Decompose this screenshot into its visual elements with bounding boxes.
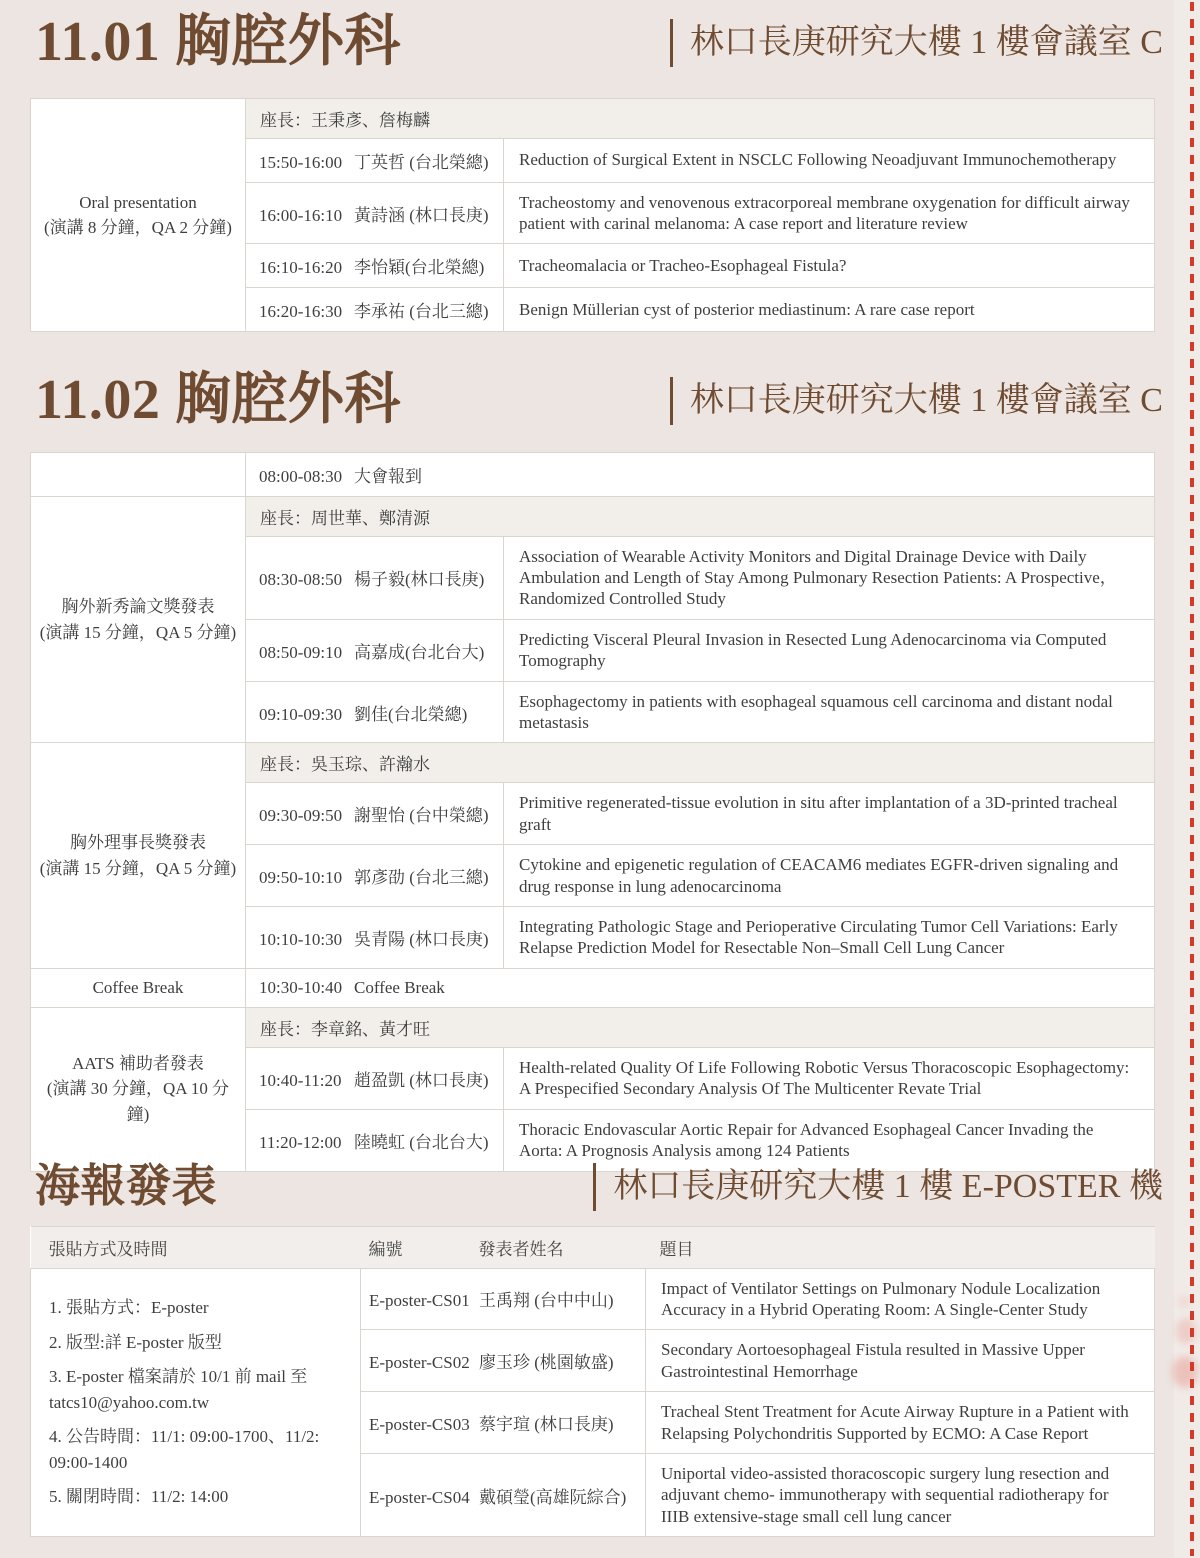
talk-time: 16:20-16:30 (259, 302, 343, 322)
poster-title: Uniportal video-assisted thoracoscopic surgery lung resection and adjuvant chemo- immunotherapy with sequential radiotherapy for IIIB extensive-stage small cell lung cancer (646, 1453, 1155, 1536)
poster-title: Impact of Ventilator Settings on Pulmonary Nodule Localization Accuracy in a Hybrid Operating Room: A Single-Center Study (646, 1268, 1155, 1330)
session-group-cell (31, 743, 246, 968)
section-1102 (30, 369, 1163, 1172)
session-group-timing: (演講 8 分鐘，QA 2 分鐘) (44, 218, 232, 237)
talk-time: 08:50-09:10 (259, 642, 343, 662)
column-header-topic: 題目 (646, 1226, 1155, 1268)
talk-title: Integrating Pathologic Stage and Perioperative Circulating Tumor Cell Variations: Early Relapse Prediction Model for Resectable Non–Small Cell Lung Cancer (504, 907, 1155, 969)
session-group-timing: (演講 15 分鐘，QA 5 分鐘) (39, 858, 237, 878)
talk-speaker: 高嘉成(台北台大) (354, 642, 485, 662)
session-group-title: 胸外新秀論文獎發表 (61, 597, 215, 617)
talk-title: Primitive regenerated-tissue evolution in situ after implantation of a 3D-printed tracheal graft (504, 783, 1155, 845)
talk-speaker: 丁英哲 (台北榮總) (354, 152, 489, 172)
coffee-break-label: Coffee Break (31, 968, 246, 1007)
poster-code: E-poster-CS04 (369, 1487, 470, 1507)
section-location: 林口長庚研究大樓 1 樓會議室 C (670, 377, 1163, 425)
chair-label: 座長：李章銘、黃才旺 (246, 1007, 1155, 1047)
talk-speaker: 劉佳(台北榮總) (354, 704, 468, 724)
column-header-presenter: 發表者姓名 (478, 1239, 564, 1259)
registration-row (31, 452, 1155, 496)
talk-title: Benign Müllerian cyst of posterior mediastinum: A rare case report (504, 288, 1155, 332)
section-title: 海報發表 (35, 1161, 218, 1211)
session-group-timing: (演講 30 分鐘，QA 10 分鐘) (46, 1079, 230, 1124)
talk-time: 10:10-10:30 (259, 929, 343, 949)
instruction-item: 1. 張貼方式：E-poster (49, 1298, 209, 1318)
session-group-title: Oral presentation (79, 192, 197, 212)
pink-smudge-decoration (1178, 1296, 1190, 1308)
talk-title: Predicting Visceral Pleural Invasion in Resected Lung Adenocarcinoma via Computed Tomography (504, 619, 1155, 681)
talk-time: 09:30-09:50 (259, 806, 343, 826)
session-group-cell (31, 496, 246, 743)
section-poster (30, 1161, 1163, 1537)
talk-time: 15:50-16:00 (259, 152, 343, 172)
talk-title: Cytokine and epigenetic regulation of CEACAM6 mediates EGFR-driven signaling and drug response in lung adenocarcinoma (504, 845, 1155, 907)
talk-speaker: 謝聖怡 (台中榮總) (354, 806, 489, 826)
poster-code: E-poster-CS03 (369, 1415, 470, 1435)
talk-title: Tracheomalacia or Tracheo-Esophageal Fistula? (504, 244, 1155, 288)
talk-speaker: 李怡穎(台北榮總) (354, 258, 485, 278)
talk-time: 10:40-11:20 (259, 1070, 342, 1090)
talk-time: 08:30-08:50 (259, 570, 343, 590)
poster-presenter: 王禹翔 (台中中山) (479, 1291, 614, 1311)
talk-speaker: 趙盈凱 (林口長庚) (354, 1070, 489, 1090)
section-1101 (30, 11, 1163, 332)
poster-table (30, 1226, 1155, 1538)
coffee-break-row (31, 968, 1155, 1007)
chair-row (31, 496, 1155, 536)
talk-time: 16:00-16:10 (259, 205, 343, 225)
talk-speaker: 吳青陽 (林口長庚) (354, 929, 489, 949)
coffee-break-text: Coffee Break (354, 977, 445, 997)
poster-code: E-poster-CS02 (369, 1353, 470, 1373)
instruction-item: 4. 公告時間：11/1: 09:00-1700、11/2: 09:00-1400 (49, 1427, 320, 1472)
chair-row (31, 98, 1155, 138)
session-group-title: 胸外理事長獎發表 (70, 833, 206, 853)
session-group-cell (31, 1007, 246, 1171)
section-header (30, 1161, 1163, 1212)
red-dashed-cut-line (1190, 2, 1194, 1556)
session-group-title: AATS 補助者發表 (72, 1053, 204, 1073)
schedule-table-1101 (30, 98, 1155, 333)
instruction-item: 3. E-poster 檔案請於 10/1 前 mail 至 tatcs10@yahoo.com.tw (49, 1367, 308, 1412)
talk-speaker: 郭彥劭 (台北三總) (354, 868, 489, 888)
talk-time: 09:50-10:10 (259, 868, 343, 888)
talk-time: 11:20-12:00 (259, 1132, 342, 1152)
poster-title: Tracheal Stent Treatment for Acute Airway Rupture in a Patient with Relapsing Polychondritis Supported by ECMO: A Case Report (646, 1392, 1155, 1454)
chair-row (31, 743, 1155, 783)
section-location: 林口長庚研究大樓 1 樓會議室 C (670, 19, 1163, 67)
poster-presenter: 廖玉珍 (桃園敏盛) (479, 1353, 614, 1373)
section-title: 11.01 胸腔外科 (35, 11, 401, 73)
section-title: 11.02 胸腔外科 (35, 369, 401, 431)
section-location: 林口長庚研究大樓 1 樓 E-POSTER 機 (593, 1163, 1163, 1211)
poster-presenter: 蔡宇瑄 (林口長庚) (479, 1415, 614, 1435)
coffee-break-time: 10:30-10:40 (259, 977, 343, 997)
poster-instructions-cell (31, 1268, 361, 1537)
talk-title: Reduction of Surgical Extent in NSCLC Following Neoadjuvant Immunochemotherapy (504, 138, 1155, 182)
chair-label: 座長：王秉彥、詹梅麟 (246, 98, 1155, 138)
talk-time: 09:10-09:30 (259, 704, 343, 724)
poster-row (31, 1268, 1155, 1330)
poster-header-row (31, 1226, 1155, 1268)
talk-time: 16:10-16:20 (259, 258, 343, 278)
talk-speaker: 楊子毅(林口長庚) (354, 570, 485, 590)
talk-title: Tracheostomy and venovenous extracorporeal membrane oxygenation for difficult airway patient with carinal melanoma: A case report and literature review (504, 182, 1155, 244)
talk-speaker: 李承祐 (台北三總) (354, 302, 489, 322)
talk-speaker: 黃詩涵 (林口長庚) (354, 205, 489, 225)
registration-label: 大會報到 (354, 466, 422, 486)
session-group-timing: (演講 15 分鐘，QA 5 分鐘) (39, 622, 237, 642)
chair-row (31, 1007, 1155, 1047)
instruction-item: 5. 關閉時間：11/2: 14:00 (49, 1487, 229, 1507)
talk-title: Thoracic Endovascular Aortic Repair for Advanced Esophageal Cancer Invading the Aorta: A Prognosis Analysis among 124 Patients (504, 1109, 1155, 1171)
section-header (30, 11, 1163, 74)
column-header-code: 編號 (368, 1239, 403, 1259)
poster-title: Secondary Aortoesophageal Fistula resulted in Massive Upper Gastrointestinal Hemorrhage (646, 1330, 1155, 1392)
talk-speaker: 陸曉虹 (台北台大) (354, 1132, 489, 1152)
session-group-cell (31, 98, 246, 332)
talk-title: Association of Wearable Activity Monitors and Digital Drainage Device with Daily Ambulation and Length of Stay Among Pulmonary Resection Patients: A Prospective，Randomized Controlled Study (504, 536, 1155, 619)
talk-title: Health-related Quality Of Life Following Robotic Versus Thoracoscopic Esophagectomy: A Prespecified Secondary Analysis Of The Multicenter Revate Trial (504, 1047, 1155, 1109)
poster-presenter: 戴碩瑩(高雄阮綜合) (479, 1487, 627, 1507)
poster-code: E-poster-CS01 (369, 1291, 470, 1311)
registration-time: 08:00-08:30 (259, 466, 343, 486)
talk-title: Esophagectomy in patients with esophageal squamous cell carcinoma and distant nodal metastasis (504, 681, 1155, 743)
schedule-table-1102 (30, 452, 1155, 1172)
pink-smudge-decoration (1172, 1356, 1198, 1388)
chair-label: 座長：吳玉琮、許瀚水 (246, 743, 1155, 783)
column-header-method: 張貼方式及時間 (31, 1226, 361, 1268)
chair-label: 座長：周世華、鄭清源 (246, 496, 1155, 536)
empty-cell (31, 452, 246, 496)
section-header (30, 369, 1163, 432)
instruction-item: 2. 版型:詳 E-poster 版型 (49, 1332, 222, 1352)
